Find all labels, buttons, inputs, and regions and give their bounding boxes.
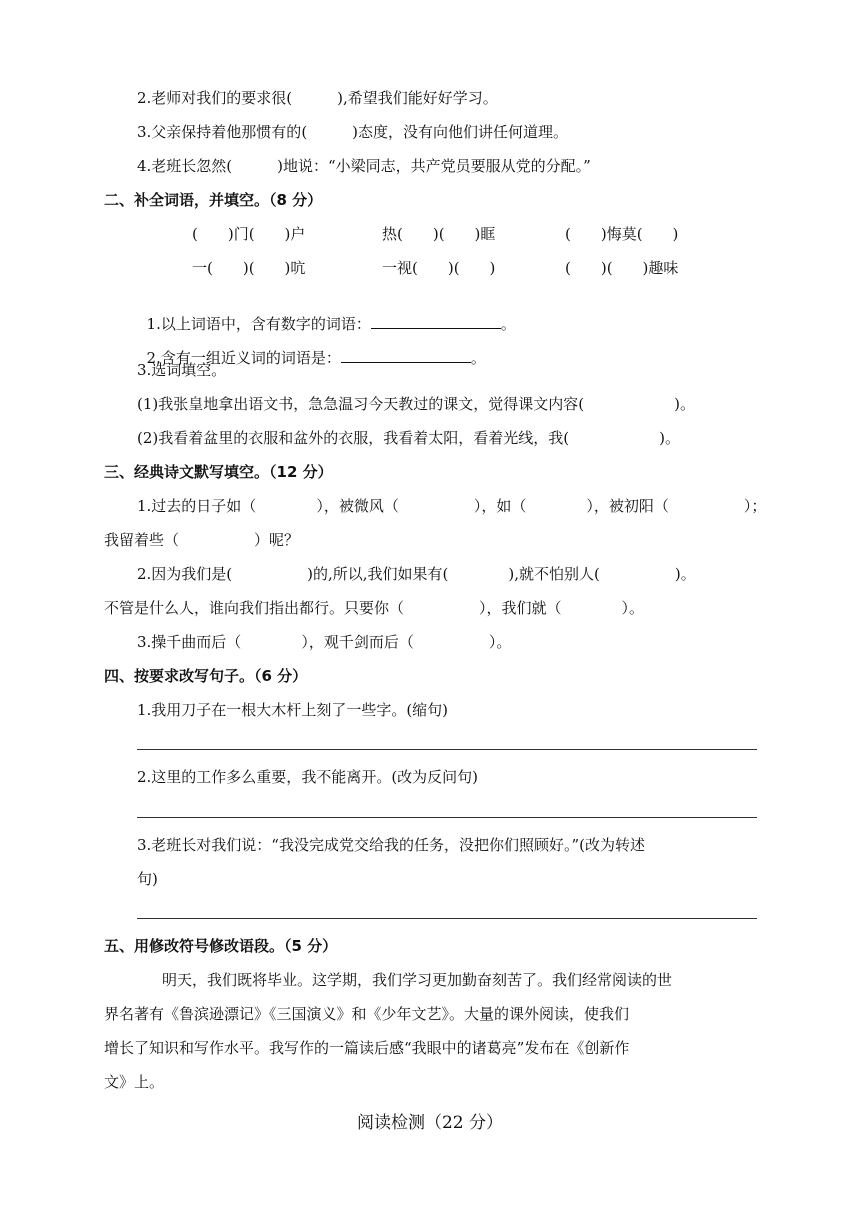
section-heading-5: 五、用修改符号修改语段。（5 分） — [104, 937, 338, 955]
question-3-2: 2.因为我们是( )的,所以,我们如果有( ),就不怕别人( )。 — [137, 565, 696, 583]
section-heading-4: 四、按要求改写句子。（6 分） — [104, 667, 308, 685]
question-3-1: 1.过去的日子如（ ），被微风（ ），如（ ），被初阳（ ）； — [137, 497, 767, 515]
answer-line[interactable] — [137, 918, 757, 919]
question-2-2-end: 。 — [470, 349, 486, 367]
answer-line[interactable] — [137, 817, 757, 818]
paragraph-line: 增长了知识和写作水平。我写作的一篇读后感“我眼中的诸葛亮”发布在《创新作 — [104, 1039, 630, 1057]
reading-section-title: 阅读检测（22 分） — [356, 1113, 504, 1133]
question-4-1: 1.我用刀子在一根大木杆上刻了一些字。(缩句) — [137, 701, 449, 719]
question-2-1-end: 。 — [500, 315, 516, 333]
question-2-2-text: 2.含有一组近义词的词语是： — [146, 349, 341, 367]
question-3-2-cont: 不管是什么人，谁向我们指出都行。只要你（ ），我们就（ ）。 — [104, 599, 645, 617]
word-cell: 一视( )( ) — [382, 259, 496, 277]
word-cell: ( )门( )户 — [192, 225, 306, 243]
question-1-3: 3.父亲保持着他那惯有的( )态度，没有向他们讲任何道理。 — [137, 123, 569, 141]
question-3-3: 3.操千曲而后（ ），观千剑而后（ ）。 — [137, 633, 512, 651]
word-cell: ( )悔莫( ) — [565, 225, 679, 243]
paragraph-line: 明天，我们既将毕业。这学期，我们学习更加勤奋刻苦了。我们经常阅读的世 — [162, 971, 673, 989]
section-heading-3: 三、经典诗文默写填空。（12 分） — [104, 463, 333, 481]
question-4-3: 3.老班长对我们说：“我没完成党交给我的任务，没把你们照顾好。”(改为转述 — [137, 836, 646, 854]
word-cell: 一( )( )吭 — [192, 259, 306, 277]
answer-line[interactable] — [137, 749, 757, 750]
question-1-4: 4.老班长忽然( )地说：“小梁同志，共产党员要服从党的分配。” — [137, 157, 591, 175]
question-1-2: 2.老师对我们的要求很( ),希望我们能好好学习。 — [137, 89, 498, 107]
word-cell: 热( )( )眶 — [382, 225, 496, 243]
question-2-1-text: 1.以上词语中，含有数字的词语： — [146, 315, 371, 333]
paragraph-line: 文》上。 — [104, 1073, 165, 1091]
paragraph-line: 界名著有《鲁滨逊漂记》《三国演义》和《少年文艺》。大量的课外阅读，使我们 — [104, 1005, 630, 1023]
question-4-3-cont: 句) — [137, 870, 158, 888]
answer-blank[interactable] — [341, 346, 471, 363]
question-2-3-2: (2)我看着盆里的衣服和盆外的衣服，我看着太阳，看着光线，我( )。 — [137, 429, 680, 447]
question-4-2: 2.这里的工作多么重要，我不能离开。(改为反问句) — [137, 768, 479, 786]
word-cell: ( )( )趣味 — [565, 259, 679, 277]
question-2-3-1: (1)我张皇地拿出语文书，急急温习今天教过的课文，觉得课文内容( )。 — [137, 395, 695, 413]
question-2-3: 3.选词填空。 — [137, 361, 227, 379]
question-3-1-cont: 我留着些（ ）呢？ — [104, 531, 300, 549]
section-heading-2: 二、补全词语，并填空。（8 分） — [104, 191, 323, 209]
